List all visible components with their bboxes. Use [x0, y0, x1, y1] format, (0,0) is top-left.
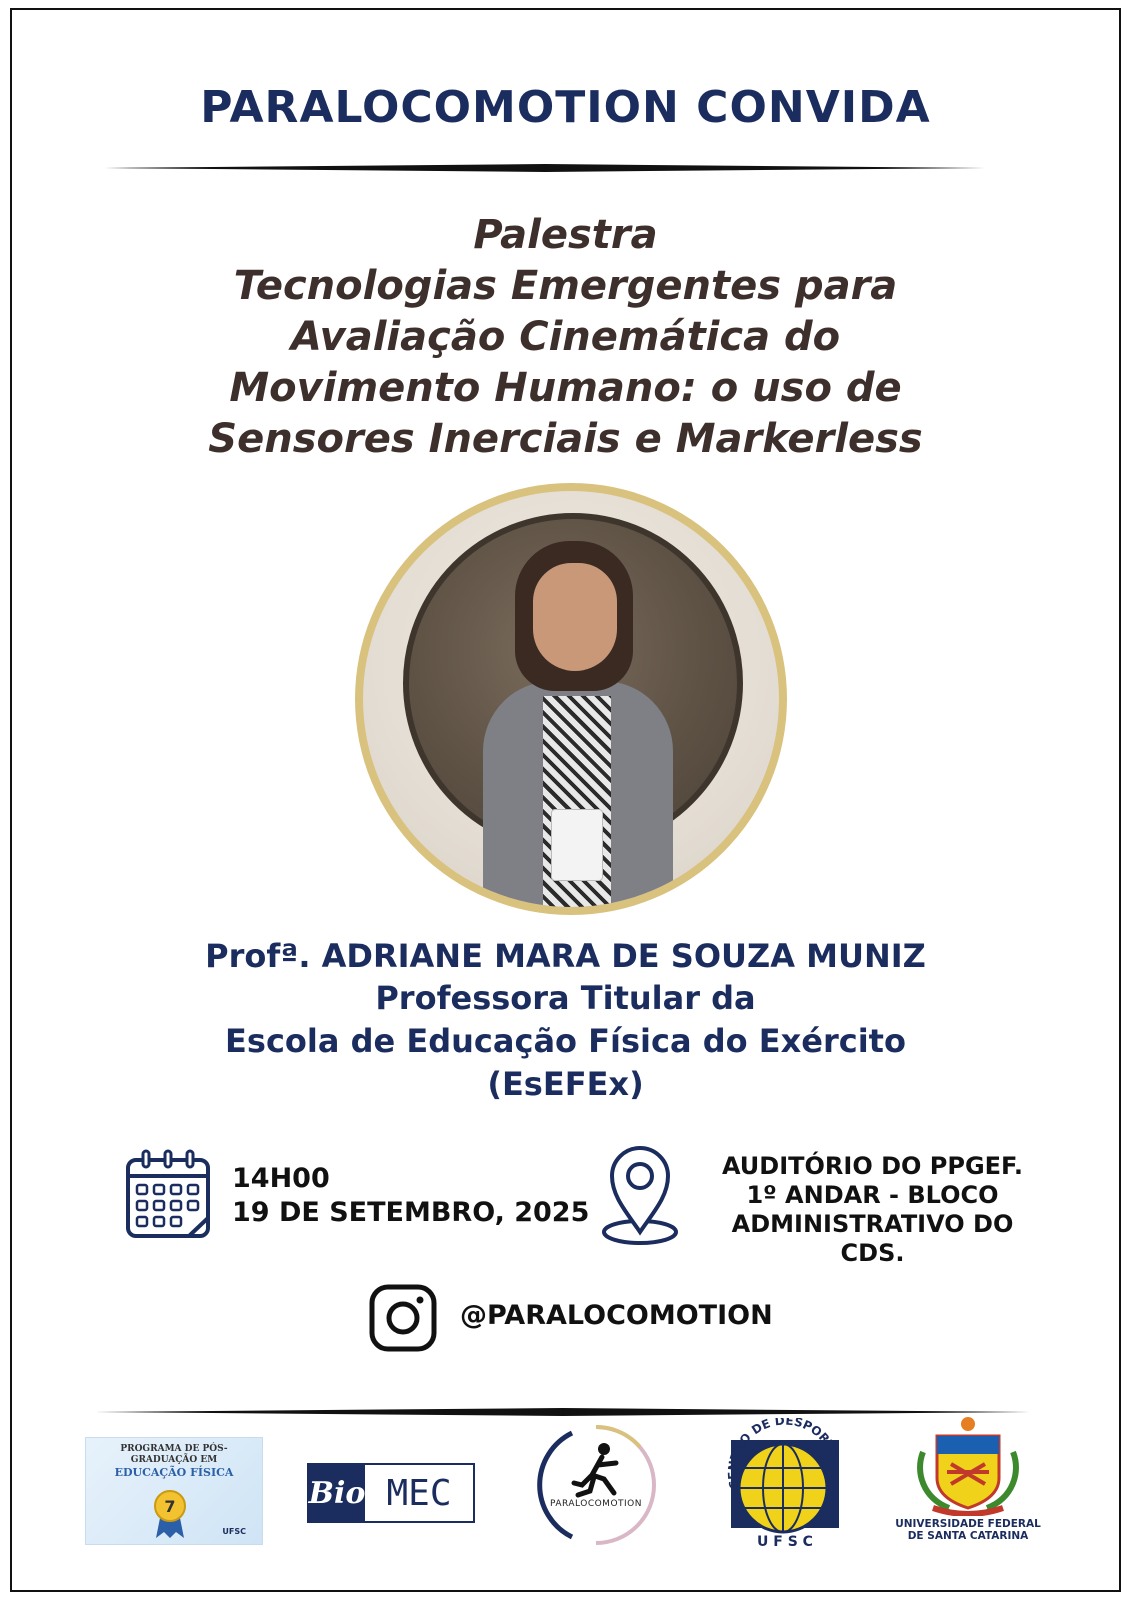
talk-title-line: Sensores Inerciais e Markerless [208, 416, 923, 462]
location-line: AUDITÓRIO DO PPGEF. [721, 1152, 1024, 1180]
ufsc-logo-text [893, 1518, 1043, 1542]
location-line: 1º ANDAR - BLOCO [746, 1181, 999, 1209]
speaker-name: Profª. ADRIANE MARA DE SOUZA MUNIZ [205, 937, 926, 975]
talk-type: Palestra [473, 212, 658, 258]
speaker-face [533, 563, 617, 671]
ppg-logo-text: PROGRAMA DE PÓS- [120, 1444, 228, 1454]
medal-icon [152, 1488, 188, 1540]
biomec-bio: Bio [309, 1465, 365, 1521]
location-line: ADMINISTRATIVO DO CDS. [731, 1210, 1014, 1267]
ppg-logo-text: GRADUAÇÃO EM [130, 1455, 218, 1465]
paralocomotion-logo [532, 1421, 660, 1549]
event-location [700, 1152, 1045, 1268]
instagram-handle: @PARALOCOMOTION [460, 1300, 773, 1331]
cds-emblem [725, 1418, 845, 1550]
biomec-mec: MEC [386, 1472, 452, 1514]
ppg-ufsc-label: UFSC [222, 1527, 246, 1536]
calendar-icon [125, 1148, 211, 1240]
talk-title [120, 210, 1011, 465]
page-title: PARALOCOMOTION CONVIDA [200, 82, 931, 133]
instagram-icon [368, 1283, 438, 1353]
ufsc-name-line: DE SANTA CATARINA [907, 1530, 1029, 1542]
speaker-photo [363, 491, 779, 907]
cds-arc-text: CENTRO DE DESPORTO [725, 1418, 843, 1491]
centro-de-desportos-logo [725, 1418, 845, 1550]
speaker-info [0, 935, 1131, 1106]
talk-title-line: Avaliação Cinemática do [290, 314, 841, 360]
event-datetime [232, 1162, 589, 1230]
talk-title-line: Tecnologias Emergentes para [233, 263, 898, 309]
ufsc-crest [893, 1412, 1043, 1516]
talk-title-line: Movimento Humano: o uso de [229, 365, 902, 411]
ufsc-name-line: UNIVERSIDADE FEDERAL [895, 1518, 1041, 1530]
event-time: 14H00 [232, 1163, 330, 1194]
biomec-logo [307, 1463, 475, 1523]
cds-ufsc-label: U F S C [757, 1534, 813, 1550]
location-pin-icon [598, 1142, 682, 1246]
ppgef-logo [85, 1437, 263, 1545]
speaker-institution: Escola de Educação Física do Exército [225, 1022, 906, 1060]
paralocomotion-emblem [532, 1421, 660, 1549]
speaker-institution-acronym: (EsEFEx) [487, 1065, 644, 1103]
name-badge [551, 809, 603, 881]
ppg-score: 7 [164, 1497, 176, 1516]
speaker-role: Professora Titular da [375, 979, 756, 1017]
paralocomotion-logo-text: PARALOCOMOTION [549, 1499, 643, 1509]
ufsc-logo [893, 1412, 1043, 1550]
ppg-logo-text: EDUCAÇÃO FÍSICA [114, 1466, 234, 1479]
speaker-photo-frame [355, 483, 787, 915]
event-date: 19 DE SETEMBRO, 2025 [232, 1197, 590, 1228]
